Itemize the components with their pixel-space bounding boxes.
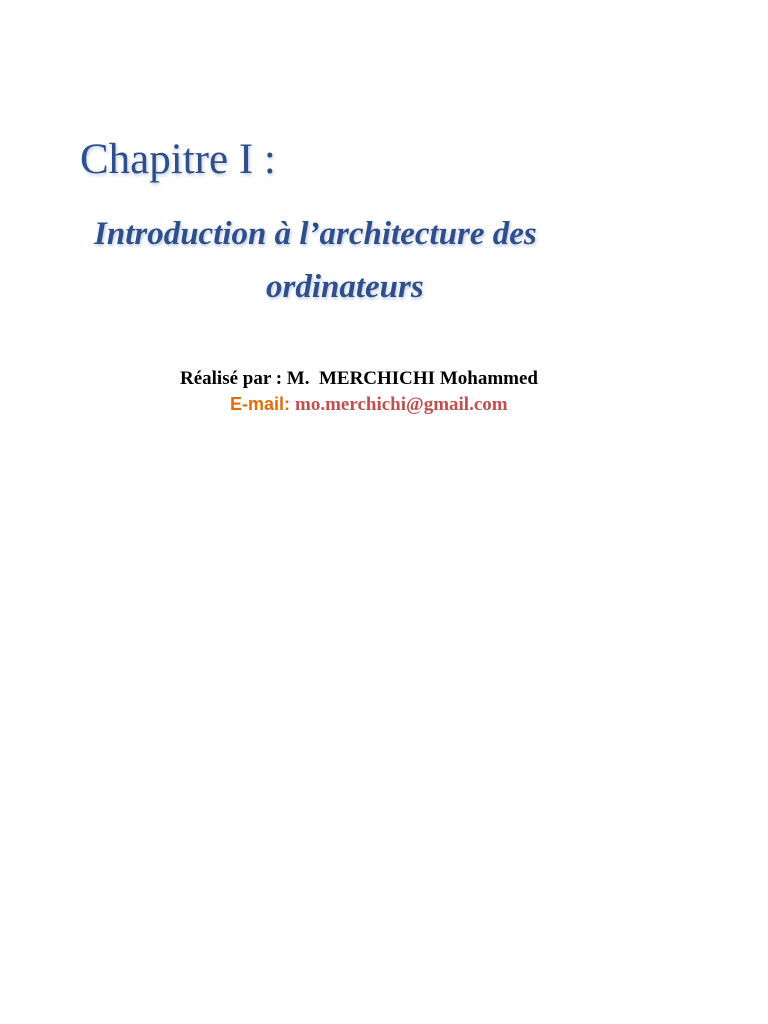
subtitle-line-2: ordinateurs [266, 269, 424, 305]
chapter-subtitle [94, 208, 634, 314]
author-label: Réalisé par : [180, 368, 283, 389]
email-label: E-mail: [230, 394, 291, 414]
subtitle-line-1: Introduction à l’architecture des [94, 216, 537, 252]
chapter-title: Chapitre I : [80, 136, 276, 183]
email-address-link[interactable]: mo.merchichi@gmail.com [295, 394, 508, 415]
email-line [230, 392, 508, 417]
author-name: M. MERCHICHI Mohammed [286, 368, 538, 389]
author-line [180, 367, 538, 391]
